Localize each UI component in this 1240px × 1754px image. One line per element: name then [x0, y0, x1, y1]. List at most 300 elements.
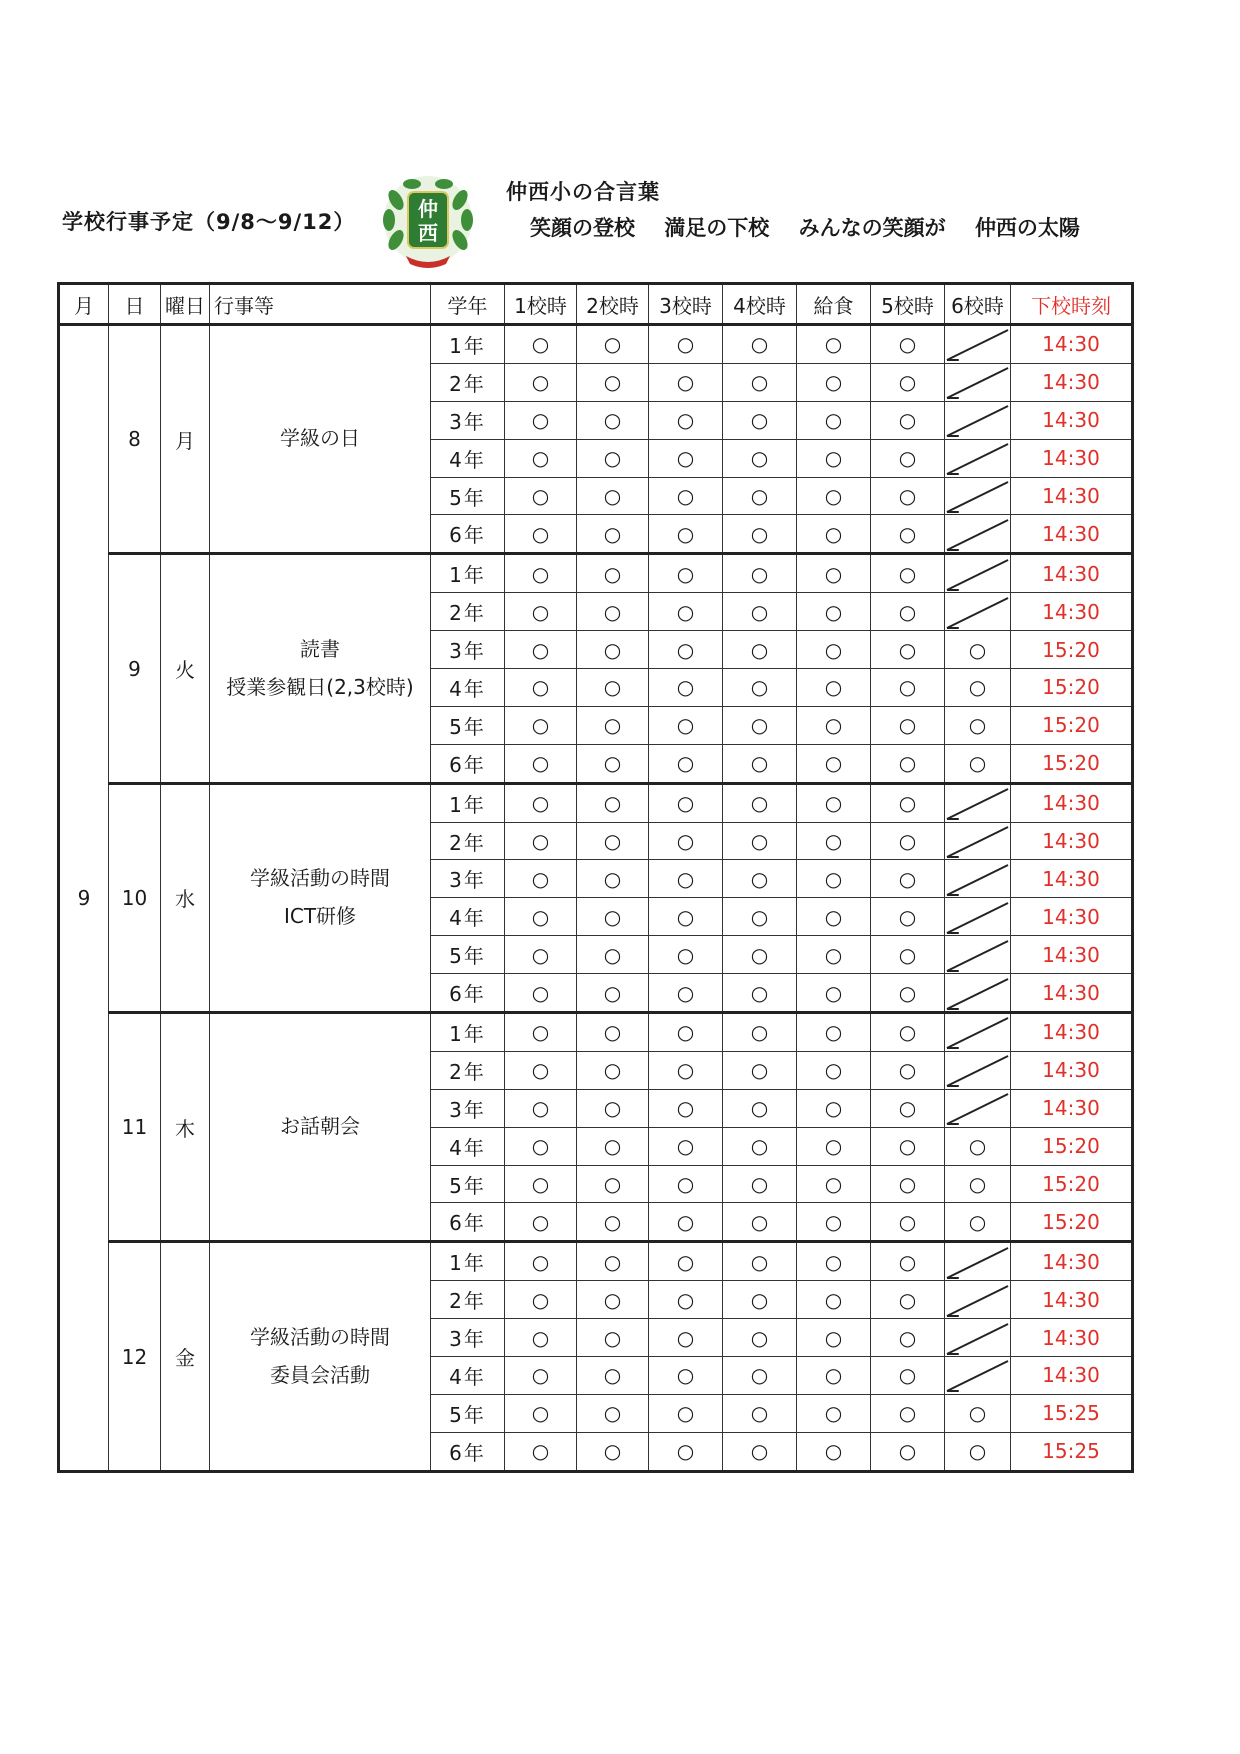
period-mark: ○ — [649, 822, 723, 860]
period-mark: ○ — [871, 1319, 945, 1357]
diagonal-slash-icon — [945, 1244, 1010, 1280]
header-month: 月 — [59, 284, 109, 325]
period-mark: ○ — [649, 860, 723, 898]
weekday-cell: 水 — [161, 783, 210, 1012]
period-mark: ○ — [649, 1013, 723, 1052]
period-mark: ○ — [797, 1051, 871, 1089]
period-mark: ○ — [649, 515, 723, 554]
dismissal-time: 15:25 — [1011, 1432, 1133, 1471]
period-mark: ○ — [871, 325, 945, 364]
event-text: 委員会活動 — [270, 1362, 370, 1387]
table-row — [59, 783, 1133, 822]
period-mark: ○ — [577, 860, 649, 898]
period-mark: ○ — [871, 822, 945, 860]
events-cell — [210, 325, 431, 554]
period-mark: ○ — [649, 706, 723, 744]
table-row — [59, 1013, 1133, 1052]
period-mark: ○ — [797, 974, 871, 1013]
p6-none — [945, 593, 1011, 631]
p6-none — [945, 974, 1011, 1013]
diagonal-slash-icon — [945, 937, 1010, 973]
period-mark: ○ — [577, 325, 649, 364]
period-mark: ○ — [723, 1432, 797, 1471]
period-mark: ○ — [797, 439, 871, 477]
grade-cell: 5年 — [431, 477, 505, 515]
diagonal-slash-icon — [945, 1282, 1010, 1318]
grade-cell: 2年 — [431, 822, 505, 860]
period-mark: ○ — [723, 1089, 797, 1127]
header-p3: 3校時 — [649, 284, 723, 325]
diagonal-slash-icon — [945, 975, 1010, 1011]
grade-cell: 3年 — [431, 860, 505, 898]
period-mark: ○ — [577, 363, 649, 401]
diagonal-slash-icon — [945, 899, 1010, 935]
period-mark: ○ — [723, 1357, 797, 1395]
diagonal-slash-icon — [945, 364, 1010, 400]
period-mark: ○ — [797, 860, 871, 898]
diagonal-slash-icon — [945, 785, 1010, 821]
period-mark: ○ — [577, 1357, 649, 1395]
period-mark: ○ — [797, 1165, 871, 1203]
date-cell: 10 — [109, 783, 161, 1012]
period-mark: ○ — [723, 898, 797, 936]
p6-none — [945, 1242, 1011, 1281]
period-mark: ○ — [797, 898, 871, 936]
motto-phrase: 仲西の太陽 — [974, 216, 1080, 240]
dismissal-time: 14:30 — [1011, 325, 1133, 364]
grade-cell: 6年 — [431, 1432, 505, 1471]
period-mark: ○ — [577, 783, 649, 822]
period-mark: ○ — [577, 401, 649, 439]
header-p4: 4校時 — [723, 284, 797, 325]
grade-cell: 4年 — [431, 898, 505, 936]
period-mark: ○ — [871, 1127, 945, 1165]
emblem-char-2: 西 — [418, 221, 438, 245]
period-mark: ○ — [797, 1089, 871, 1127]
dismissal-time: 14:30 — [1011, 1089, 1133, 1127]
period-mark: ○ — [505, 898, 577, 936]
diagonal-slash-icon — [945, 861, 1010, 897]
period-mark: ○ — [505, 822, 577, 860]
grade-cell: 6年 — [431, 1203, 505, 1242]
diagonal-slash-icon — [945, 594, 1010, 630]
period-mark: ○ — [505, 1089, 577, 1127]
dismissal-time: 14:30 — [1011, 1013, 1133, 1052]
dismissal-time: 14:30 — [1011, 363, 1133, 401]
header-weekday: 曜日 — [161, 284, 210, 325]
period-mark: ○ — [649, 744, 723, 783]
period-mark: ○ — [797, 631, 871, 669]
period-mark: ○ — [797, 936, 871, 974]
grade-cell: 1年 — [431, 554, 505, 593]
period-mark: ○ — [505, 1203, 577, 1242]
period-mark: ○ — [577, 669, 649, 707]
period-mark: ○ — [723, 401, 797, 439]
grade-cell: 1年 — [431, 1242, 505, 1281]
period-mark: ○ — [871, 593, 945, 631]
period-mark: ○ — [723, 325, 797, 364]
period-mark: ○ — [871, 439, 945, 477]
dismissal-time: 15:20 — [1011, 669, 1133, 707]
period-mark: ○ — [577, 974, 649, 1013]
p6-none — [945, 1319, 1011, 1357]
period-mark: ○ — [871, 1357, 945, 1395]
period-mark: ○ — [723, 593, 797, 631]
dismissal-time: 14:30 — [1011, 1051, 1133, 1089]
period-mark: ○ — [577, 1051, 649, 1089]
dismissal-time: 15:20 — [1011, 1165, 1133, 1203]
period-mark: ○ — [649, 1051, 723, 1089]
period-mark: ○ — [871, 1089, 945, 1127]
period-mark: ○ — [649, 1127, 723, 1165]
dismissal-time: 15:20 — [1011, 706, 1133, 744]
period-mark: ○ — [871, 1281, 945, 1319]
period-mark: ○ — [649, 325, 723, 364]
diagonal-slash-icon — [945, 478, 1010, 514]
dismissal-time: 14:30 — [1011, 936, 1133, 974]
period-mark: ○ — [505, 477, 577, 515]
diagonal-slash-icon — [945, 1090, 1010, 1126]
grade-cell: 4年 — [431, 669, 505, 707]
period-mark: ○ — [505, 1357, 577, 1395]
date-cell: 9 — [109, 554, 161, 783]
event-text: 授業参観日(2,3校時) — [226, 674, 414, 699]
events-cell — [210, 1242, 431, 1471]
period-mark: ○ — [797, 554, 871, 593]
dismissal-time: 15:20 — [1011, 744, 1133, 783]
diagonal-slash-icon — [945, 556, 1010, 592]
weekday-cell: 火 — [161, 554, 210, 783]
period-mark: ○ — [577, 822, 649, 860]
dismissal-time: 14:30 — [1011, 439, 1133, 477]
period-mark: ○ — [505, 325, 577, 364]
period-mark: ○ — [797, 669, 871, 707]
period-mark: ○ — [723, 1165, 797, 1203]
period-mark: ○ — [871, 401, 945, 439]
dismissal-time: 14:30 — [1011, 401, 1133, 439]
grade-cell: 2年 — [431, 1051, 505, 1089]
diagonal-slash-icon — [945, 326, 1010, 362]
p6-none — [945, 554, 1011, 593]
grade-cell: 4年 — [431, 439, 505, 477]
period-mark: ○ — [649, 1165, 723, 1203]
event-text: 学級活動の時間 — [250, 866, 390, 891]
weekday-cell: 月 — [161, 325, 210, 554]
period-mark: ○ — [871, 1394, 945, 1432]
period-mark: ○ — [577, 1319, 649, 1357]
period-mark: ○ — [577, 1127, 649, 1165]
period-mark: ○ — [505, 439, 577, 477]
dismissal-time: 15:20 — [1011, 631, 1133, 669]
dismissal-time: 14:30 — [1011, 822, 1133, 860]
period-mark: ○ — [577, 554, 649, 593]
period-mark: ○ — [871, 1432, 945, 1471]
period-mark: ○ — [577, 936, 649, 974]
period-mark: ○ — [723, 822, 797, 860]
grade-cell: 3年 — [431, 401, 505, 439]
diagonal-slash-icon — [945, 1014, 1010, 1050]
p6-none — [945, 822, 1011, 860]
period-mark: ○ — [649, 1089, 723, 1127]
period-mark: ○ — [649, 783, 723, 822]
period-mark: ○ — [797, 1127, 871, 1165]
date-cell: 11 — [109, 1013, 161, 1242]
period-mark: ○ — [577, 744, 649, 783]
p6-mark: ○ — [945, 669, 1011, 707]
school-emblem-icon — [376, 170, 480, 274]
dismissal-time: 14:30 — [1011, 1357, 1133, 1395]
period-mark: ○ — [723, 1013, 797, 1052]
period-mark: ○ — [723, 477, 797, 515]
p6-mark: ○ — [945, 1127, 1011, 1165]
period-mark: ○ — [871, 974, 945, 1013]
p6-none — [945, 860, 1011, 898]
diagonal-slash-icon — [945, 823, 1010, 859]
p6-mark: ○ — [945, 1432, 1011, 1471]
period-mark: ○ — [871, 898, 945, 936]
period-mark: ○ — [577, 1242, 649, 1281]
period-mark: ○ — [505, 1165, 577, 1203]
period-mark: ○ — [797, 1432, 871, 1471]
grade-cell: 3年 — [431, 1319, 505, 1357]
period-mark: ○ — [723, 669, 797, 707]
p6-none — [945, 401, 1011, 439]
p6-none — [945, 477, 1011, 515]
schedule-table — [57, 282, 1134, 1473]
period-mark: ○ — [577, 706, 649, 744]
period-mark: ○ — [871, 515, 945, 554]
events-cell — [210, 783, 431, 1012]
p6-none — [945, 439, 1011, 477]
period-mark: ○ — [649, 477, 723, 515]
dismissal-time: 14:30 — [1011, 515, 1133, 554]
period-mark: ○ — [723, 783, 797, 822]
period-mark: ○ — [797, 744, 871, 783]
p6-mark: ○ — [945, 1165, 1011, 1203]
period-mark: ○ — [577, 1281, 649, 1319]
motto-title: 仲西小の合言葉 — [506, 180, 660, 204]
period-mark: ○ — [577, 898, 649, 936]
period-mark: ○ — [797, 822, 871, 860]
period-mark: ○ — [649, 898, 723, 936]
period-mark: ○ — [505, 1051, 577, 1089]
month-cell: 9 — [59, 325, 109, 1472]
dismissal-time: 14:30 — [1011, 477, 1133, 515]
period-mark: ○ — [505, 554, 577, 593]
period-mark: ○ — [871, 860, 945, 898]
period-mark: ○ — [723, 554, 797, 593]
dismissal-time: 14:30 — [1011, 974, 1133, 1013]
period-mark: ○ — [505, 593, 577, 631]
period-mark: ○ — [505, 1242, 577, 1281]
period-mark: ○ — [505, 1432, 577, 1471]
period-mark: ○ — [723, 1203, 797, 1242]
period-mark: ○ — [649, 1432, 723, 1471]
event-text: 学級の日 — [280, 426, 360, 451]
motto-phrase: 満足の下校 — [664, 216, 770, 240]
period-mark: ○ — [797, 1242, 871, 1281]
period-mark: ○ — [871, 477, 945, 515]
period-mark: ○ — [649, 1203, 723, 1242]
header-grade: 学年 — [431, 284, 505, 325]
header-p5: 5校時 — [871, 284, 945, 325]
dismissal-time: 14:30 — [1011, 860, 1133, 898]
period-mark: ○ — [505, 744, 577, 783]
p6-none — [945, 1089, 1011, 1127]
schedule-body — [59, 325, 1133, 1472]
p6-none — [945, 1357, 1011, 1395]
grade-cell: 2年 — [431, 593, 505, 631]
period-mark: ○ — [871, 669, 945, 707]
period-mark: ○ — [577, 1013, 649, 1052]
p6-none — [945, 363, 1011, 401]
dismissal-time: 14:30 — [1011, 1281, 1133, 1319]
period-mark: ○ — [505, 1127, 577, 1165]
period-mark: ○ — [723, 936, 797, 974]
header-row — [59, 284, 1133, 325]
period-mark: ○ — [797, 325, 871, 364]
period-mark: ○ — [797, 363, 871, 401]
grade-cell: 1年 — [431, 325, 505, 364]
diagonal-slash-icon — [945, 1052, 1010, 1088]
period-mark: ○ — [797, 1394, 871, 1432]
period-mark: ○ — [723, 706, 797, 744]
period-mark: ○ — [797, 1203, 871, 1242]
period-mark: ○ — [797, 706, 871, 744]
date-cell: 12 — [109, 1242, 161, 1471]
period-mark: ○ — [505, 706, 577, 744]
period-mark: ○ — [797, 477, 871, 515]
period-mark: ○ — [797, 1013, 871, 1052]
period-mark: ○ — [649, 1242, 723, 1281]
grade-cell: 6年 — [431, 974, 505, 1013]
period-mark: ○ — [871, 1203, 945, 1242]
table-row — [59, 554, 1133, 593]
p6-mark: ○ — [945, 1203, 1011, 1242]
diagonal-slash-icon — [945, 440, 1010, 476]
dismissal-time: 14:30 — [1011, 554, 1133, 593]
grade-cell: 4年 — [431, 1357, 505, 1395]
period-mark: ○ — [505, 363, 577, 401]
dismissal-time: 14:30 — [1011, 1319, 1133, 1357]
period-mark: ○ — [649, 1357, 723, 1395]
p6-mark: ○ — [945, 706, 1011, 744]
period-mark: ○ — [871, 1051, 945, 1089]
grade-cell: 6年 — [431, 515, 505, 554]
period-mark: ○ — [723, 439, 797, 477]
period-mark: ○ — [871, 936, 945, 974]
period-mark: ○ — [723, 1281, 797, 1319]
event-text: ICT研修 — [283, 903, 357, 928]
grade-cell: 5年 — [431, 936, 505, 974]
p6-mark: ○ — [945, 744, 1011, 783]
period-mark: ○ — [505, 1281, 577, 1319]
header-dismissal: 下校時刻 — [1011, 284, 1133, 325]
grade-cell: 5年 — [431, 1394, 505, 1432]
period-mark: ○ — [797, 1319, 871, 1357]
period-mark: ○ — [505, 974, 577, 1013]
diagonal-slash-icon — [945, 516, 1010, 552]
header-p2: 2校時 — [577, 284, 649, 325]
period-mark: ○ — [649, 936, 723, 974]
table-row — [59, 325, 1133, 364]
header-date: 日 — [109, 284, 161, 325]
diagonal-slash-icon — [945, 1320, 1010, 1356]
dismissal-time: 15:20 — [1011, 1127, 1133, 1165]
period-mark: ○ — [871, 706, 945, 744]
period-mark: ○ — [871, 783, 945, 822]
page-title: 学校行事予定（9/8〜9/12） — [62, 210, 356, 234]
period-mark: ○ — [505, 401, 577, 439]
period-mark: ○ — [797, 1357, 871, 1395]
date-cell: 8 — [109, 325, 161, 554]
p6-mark: ○ — [945, 1394, 1011, 1432]
period-mark: ○ — [723, 974, 797, 1013]
motto-phrase: みんなの笑顔が — [798, 216, 946, 240]
period-mark: ○ — [577, 1394, 649, 1432]
period-mark: ○ — [649, 1281, 723, 1319]
period-mark: ○ — [723, 363, 797, 401]
dismissal-time: 14:30 — [1011, 898, 1133, 936]
period-mark: ○ — [723, 1319, 797, 1357]
period-mark: ○ — [871, 744, 945, 783]
period-mark: ○ — [723, 1127, 797, 1165]
period-mark: ○ — [797, 401, 871, 439]
period-mark: ○ — [723, 1242, 797, 1281]
emblem-char-1: 仲 — [418, 197, 438, 221]
dismissal-time: 15:20 — [1011, 1203, 1133, 1242]
period-mark: ○ — [505, 631, 577, 669]
period-mark: ○ — [723, 515, 797, 554]
diagonal-slash-icon — [945, 402, 1010, 438]
period-mark: ○ — [649, 669, 723, 707]
p6-none — [945, 1051, 1011, 1089]
grade-cell: 4年 — [431, 1127, 505, 1165]
period-mark: ○ — [649, 554, 723, 593]
period-mark: ○ — [797, 783, 871, 822]
period-mark: ○ — [871, 1013, 945, 1052]
p6-none — [945, 515, 1011, 554]
header-p6: 6校時 — [945, 284, 1011, 325]
header-lunch: 給食 — [797, 284, 871, 325]
period-mark: ○ — [577, 1089, 649, 1127]
period-mark: ○ — [505, 669, 577, 707]
event-text: 読書 — [300, 637, 340, 662]
p6-mark: ○ — [945, 631, 1011, 669]
weekday-cell: 金 — [161, 1242, 210, 1471]
event-text: お話朝会 — [280, 1114, 360, 1139]
dismissal-time: 14:30 — [1011, 593, 1133, 631]
grade-cell: 2年 — [431, 363, 505, 401]
weekday-cell: 木 — [161, 1013, 210, 1242]
period-mark: ○ — [649, 1319, 723, 1357]
grade-cell: 2年 — [431, 1281, 505, 1319]
header-events: 行事等 — [210, 284, 431, 325]
period-mark: ○ — [723, 631, 797, 669]
grade-cell: 1年 — [431, 783, 505, 822]
grade-cell: 6年 — [431, 744, 505, 783]
event-text: 学級活動の時間 — [250, 1325, 390, 1350]
diagonal-slash-icon — [945, 1357, 1010, 1393]
period-mark: ○ — [649, 1394, 723, 1432]
motto-phrase: 笑顔の登校 — [530, 216, 635, 240]
period-mark: ○ — [871, 1242, 945, 1281]
period-mark: ○ — [871, 1165, 945, 1203]
period-mark: ○ — [649, 593, 723, 631]
period-mark: ○ — [649, 631, 723, 669]
period-mark: ○ — [723, 1051, 797, 1089]
period-mark: ○ — [723, 1394, 797, 1432]
